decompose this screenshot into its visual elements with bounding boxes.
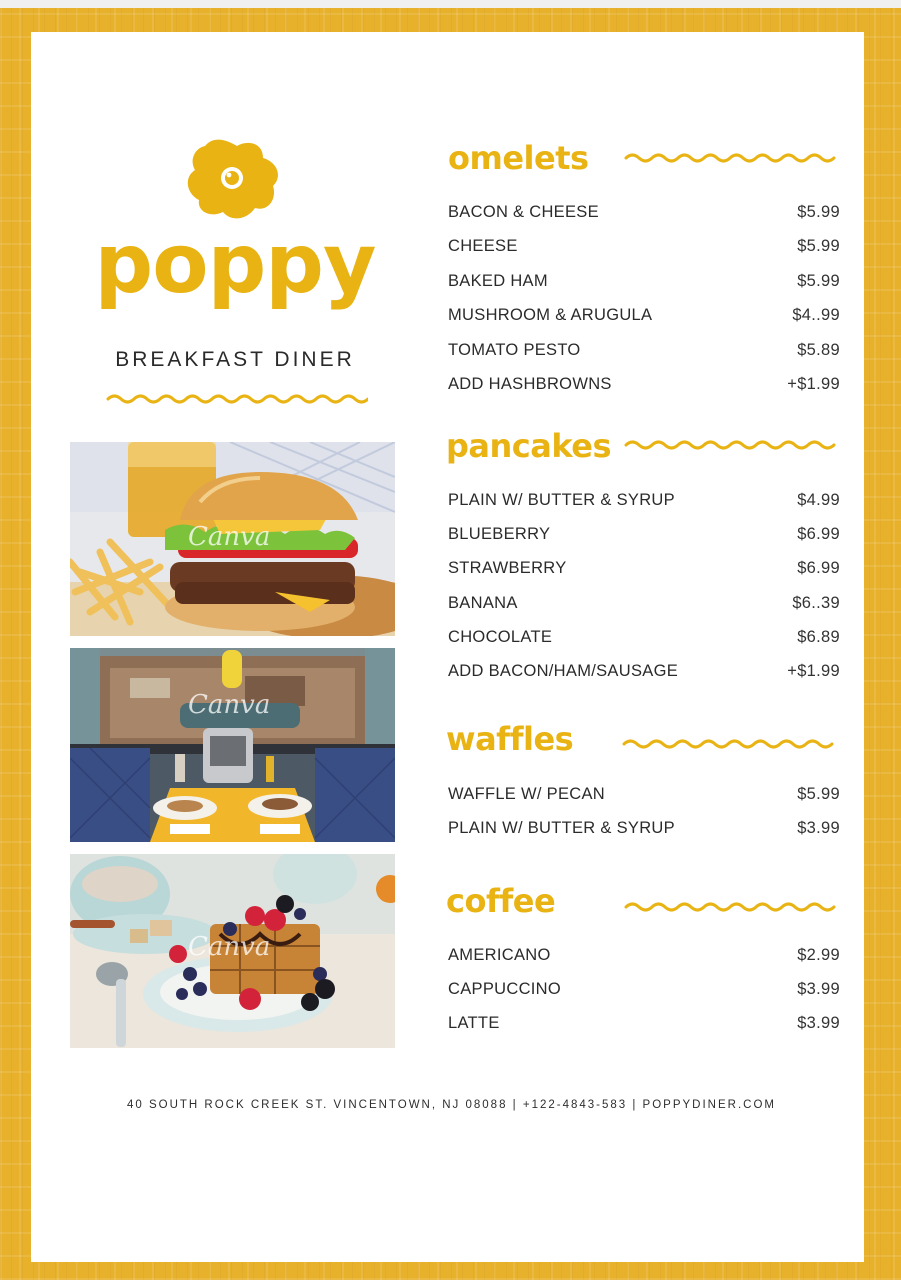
menu-item-price: $5.89	[797, 340, 840, 359]
section-title-waffles: waffles	[446, 720, 574, 758]
menu-item-name: CHOCOLATE	[448, 627, 553, 646]
menu-item-price: $5.99	[797, 784, 840, 803]
diner-booth-photo	[70, 648, 395, 842]
menu-item-name: PLAIN W/ BUTTER & SYRUP	[448, 490, 675, 509]
menu-item-price: +$1.99	[787, 661, 840, 680]
menu-item	[448, 659, 840, 683]
menu-item-name: WAFFLE W/ PECAN	[448, 784, 605, 803]
menu-item-name: TOMATO PESTO	[448, 340, 581, 359]
wave-divider	[624, 151, 838, 165]
menu-item	[448, 488, 840, 512]
menu-item	[448, 522, 840, 546]
brand-name: poppy	[94, 217, 376, 312]
menu-item	[448, 200, 840, 224]
menu-item-name: BAKED HAM	[448, 271, 548, 290]
menu-item-name: STRAWBERRY	[448, 558, 567, 577]
menu-item-price: $4..99	[792, 305, 840, 324]
menu-item-name: AMERICANO	[448, 945, 551, 964]
menu-item-name: BANANA	[448, 593, 518, 612]
menu-item-name: BACON & CHEESE	[448, 202, 599, 221]
menu-item-price: $5.99	[797, 236, 840, 255]
menu-item-price: $5.99	[797, 202, 840, 221]
menu-item	[448, 269, 840, 293]
menu-item	[448, 338, 840, 362]
menu-item-price: $2.99	[797, 945, 840, 964]
menu-item	[448, 234, 840, 258]
waffles-photo	[70, 854, 395, 1048]
menu-item-price: $6.99	[797, 524, 840, 543]
menu-item-price: $6.99	[797, 558, 840, 577]
watermark-text: Canva	[188, 932, 271, 962]
menu-item-price: $6..39	[792, 593, 840, 612]
menu-item	[448, 1011, 840, 1035]
watermark-text: Canva	[188, 690, 271, 720]
menu-item	[448, 303, 840, 327]
wave-divider	[624, 900, 838, 914]
menu-item	[448, 556, 840, 580]
section-title-omelets: omelets	[448, 139, 589, 177]
footer-contact: 40 SOUTH ROCK CREEK ST. VINCENTOWN, NJ 08088 | +122-4843-583 | POPPYDINER.COM	[127, 1099, 776, 1111]
menu-item-price: $4.99	[797, 490, 840, 509]
menu-item-name: CHEESE	[448, 236, 518, 255]
menu-item	[448, 816, 840, 840]
menu-item	[448, 372, 840, 396]
menu-item-name: CAPPUCCINO	[448, 979, 562, 998]
menu-item-name: PLAIN W/ BUTTER & SYRUP	[448, 818, 675, 837]
menu-item-price: $6.89	[797, 627, 840, 646]
wave-divider	[106, 392, 368, 406]
menu-item-name: LATTE	[448, 1013, 500, 1032]
brand-subtitle: BREAKFAST DINER	[115, 348, 355, 371]
wave-divider	[622, 737, 838, 751]
menu-item-name: MUSHROOM & ARUGULA	[448, 305, 653, 324]
menu-item	[448, 625, 840, 649]
menu-item-price: +$1.99	[787, 374, 840, 393]
menu-item-price: $3.99	[797, 1013, 840, 1032]
section-title-pancakes: pancakes	[446, 427, 612, 465]
menu-item-name: ADD BACON/HAM/SAUSAGE	[448, 661, 679, 680]
menu-item	[448, 591, 840, 615]
wave-divider	[624, 438, 838, 452]
menu-item-price: $3.99	[797, 979, 840, 998]
menu-item	[448, 977, 840, 1001]
menu-item-price: $5.99	[797, 271, 840, 290]
menu-item-price: $3.99	[797, 818, 840, 837]
watermark-text: Canva	[188, 522, 271, 552]
burger-photo	[70, 442, 395, 636]
menu-item-name: ADD HASHBROWNS	[448, 374, 612, 393]
menu-item-name: BLUEBERRY	[448, 524, 551, 543]
menu-item	[448, 782, 840, 806]
menu-item	[448, 943, 840, 967]
section-title-coffee: coffee	[446, 882, 556, 920]
